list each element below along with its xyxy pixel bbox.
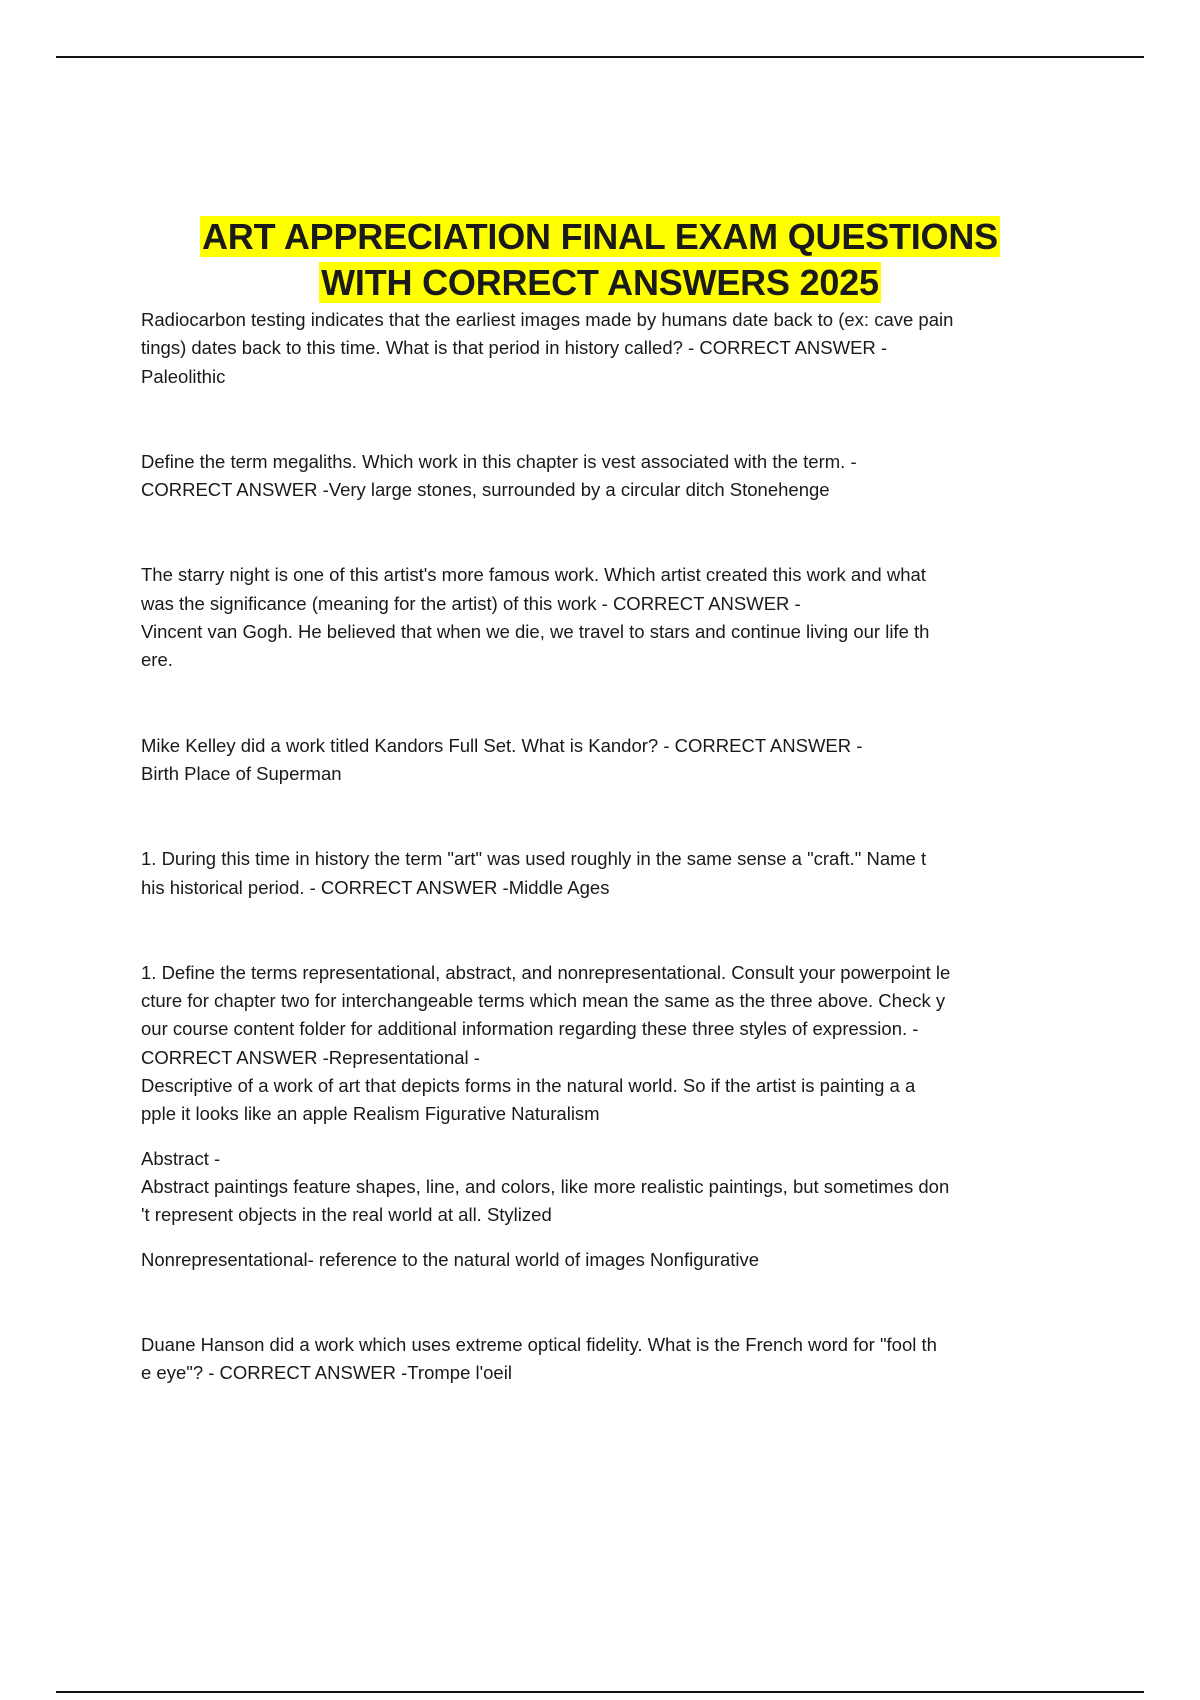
document-title <box>100 214 1100 306</box>
title-line-2: WITH CORRECT ANSWERS 2025 <box>321 262 879 303</box>
qa-trompe-loeil: Duane Hanson did a work which uses extreme optical fidelity. What is the French word for "fool th e eye"? - CORRECT ANSWER -Trompe l'oeil <box>141 1333 937 1384</box>
top-rule <box>56 56 1144 58</box>
qa-kandor: Mike Kelley did a work titled Kandors Full Set. What is Kandor? - CORRECT ANSWER - Birth Place of Superman <box>141 734 863 784</box>
qa-nonrepresentational: Nonrepresentational- reference to the natural world of images Nonfigurative <box>141 1248 760 1270</box>
bottom-rule <box>56 1691 1144 1693</box>
title-line-1: ART APPRECIATION FINAL EXAM QUESTIONS <box>202 216 998 257</box>
qa-megaliths: Define the term megaliths. Which work in this chapter is vest associated with the term. - CORRECT ANSWER -Very large stones, surrounded by a circular ditch Stonehenge <box>141 450 857 501</box>
qa-representational: 1. Define the terms representational, abstract, and nonrepresentational. Consult your powerpoint le cture for chapter two for interchangeable terms which mean the same as the three above. Check y our course content folder for additional information regarding these three styles of expression. - CORRECT ANSWER -Representational - Descriptive of a work of art that depicts forms in the natural world. So if the artist is painting a a pple it looks like an apple Realism Figurative Naturalism <box>141 961 951 1125</box>
qa-paleolithic: Radiocarbon testing indicates that the earliest images made by humans date back to (ex: cave pain tings) dates back to this time. What is that period in history called? - CORRECT ANSWER - Paleolithic <box>141 309 954 387</box>
qa-starry-night: The starry night is one of this artist's more famous work. Which artist created this work and what was the significance (meaning for the artist) of this work - CORRECT ANSWER - Vincent van Gogh. He believed that when we die, we travel to stars and continue living our life th ere. <box>141 564 930 671</box>
document-body <box>141 306 1057 1387</box>
qa-abstract: Abstract - Abstract paintings feature shapes, line, and colors, like more realistic paintings, but sometimes don 't represent objects in the real world at all. Stylized <box>141 1147 950 1226</box>
qa-middle-ages: 1. During this time in history the term "art" was used roughly in the same sense a "craft." Name t his historical period. - CORRECT ANSWER -Middle Ages <box>141 848 927 898</box>
